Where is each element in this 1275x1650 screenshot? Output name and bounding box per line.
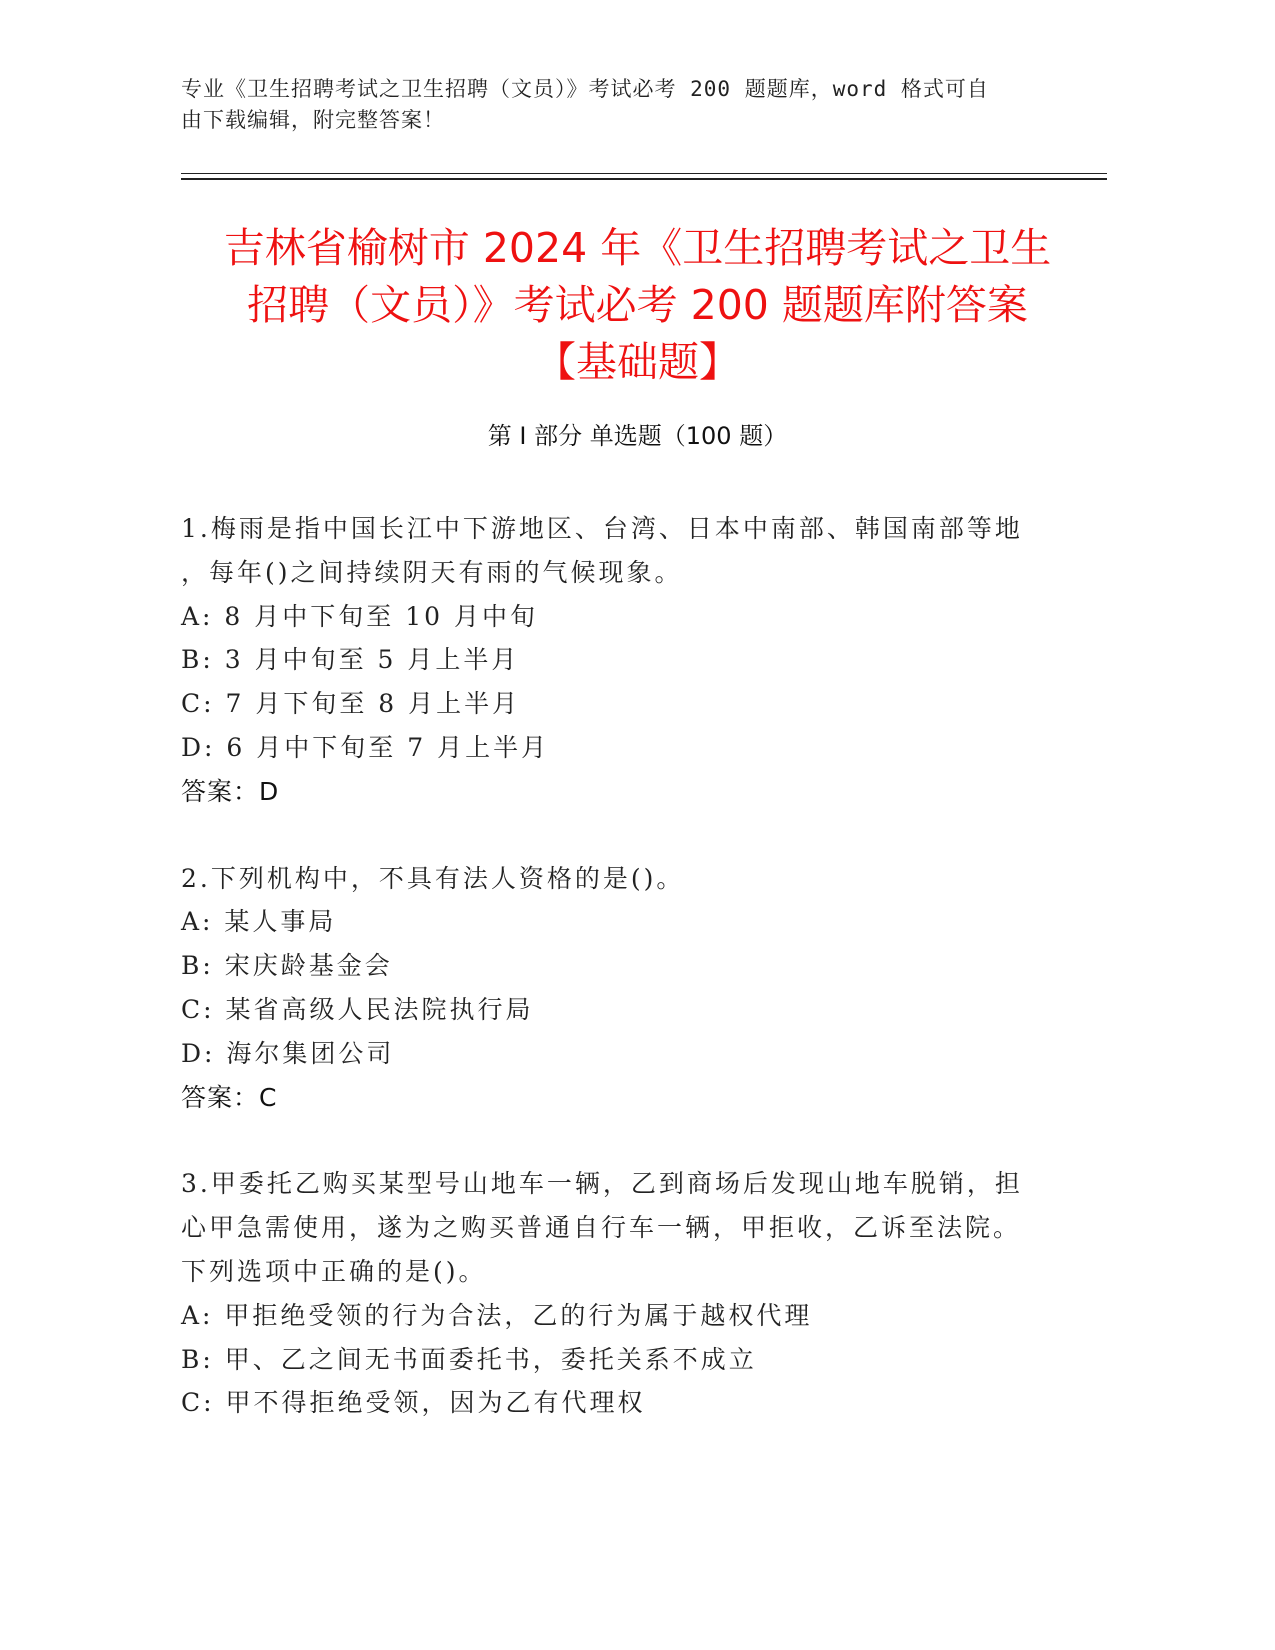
option-a: A: 甲拒绝受领的行为合法，乙的行为属于越权代理 (181, 1300, 813, 1330)
option-b: B: 3 月中旬至 5 月上半月 (181, 645, 520, 675)
option-d: D: 6 月中下旬至 7 月上半月 (181, 732, 550, 762)
header-divider-thick (181, 178, 1107, 180)
intro-text (181, 74, 1061, 136)
section-heading: 第 I 部分 单选题（100 题） (487, 422, 788, 450)
option-c: C: 7 月下旬至 8 月上半月 (181, 689, 521, 719)
title-line: 招聘（文员）》考试必考 200 题题库附答案 (247, 281, 1028, 329)
answer: 答案：C (181, 1082, 278, 1112)
option-c: C: 某省高级人民法院执行局 (181, 994, 534, 1024)
question-stem: 心甲急需使用，遂为之购买普通自行车一辆，甲拒收，乙诉至法院。 (181, 1213, 1022, 1243)
option-b: B: 甲、乙之间无书面委托书，委托关系不成立 (181, 1344, 757, 1374)
title-line: 【基础题】 (535, 338, 740, 386)
question-item (181, 507, 1061, 814)
question-stem: ，每年()之间持续阴天有雨的气候现象。 (181, 557, 683, 587)
option-c: C: 甲不得拒绝受领，因为乙有代理权 (181, 1388, 646, 1418)
option-d: D: 海尔集团公司 (181, 1038, 395, 1068)
option-a: A: 某人事局 (181, 907, 337, 937)
answer: 答案：D (181, 776, 280, 806)
title-line: 吉林省榆树市 2024 年《卫生招聘考试之卫生 (223, 224, 1052, 272)
question-stem: 1.梅雨是指中国长江中下游地区、台湾、日本中南部、韩国南部等地 (181, 514, 1023, 543)
document-title (150, 220, 1125, 391)
option-a: A: 8 月中下旬至 10 月中旬 (181, 601, 538, 631)
header-divider-thin (181, 173, 1107, 174)
question-stem: 2.下列机构中，不具有法人资格的是()。 (181, 863, 685, 893)
question-item (181, 1162, 1061, 1425)
option-b: B: 宋庆龄基金会 (181, 951, 393, 981)
intro-line: 专业《卫生招聘考试之卫生招聘（文员）》考试必考 200 题题库，word 格式可自 (181, 77, 989, 101)
question-stem: 3.甲委托乙购买某型号山地车一辆，乙到商场后发现山地车脱销，担 (181, 1169, 1023, 1199)
question-list (181, 507, 1061, 1425)
question-stem: 下列选项中正确的是()。 (181, 1256, 487, 1286)
intro-line: 由下载编辑，附完整答案！ (181, 108, 445, 132)
question-item (181, 857, 1061, 1120)
